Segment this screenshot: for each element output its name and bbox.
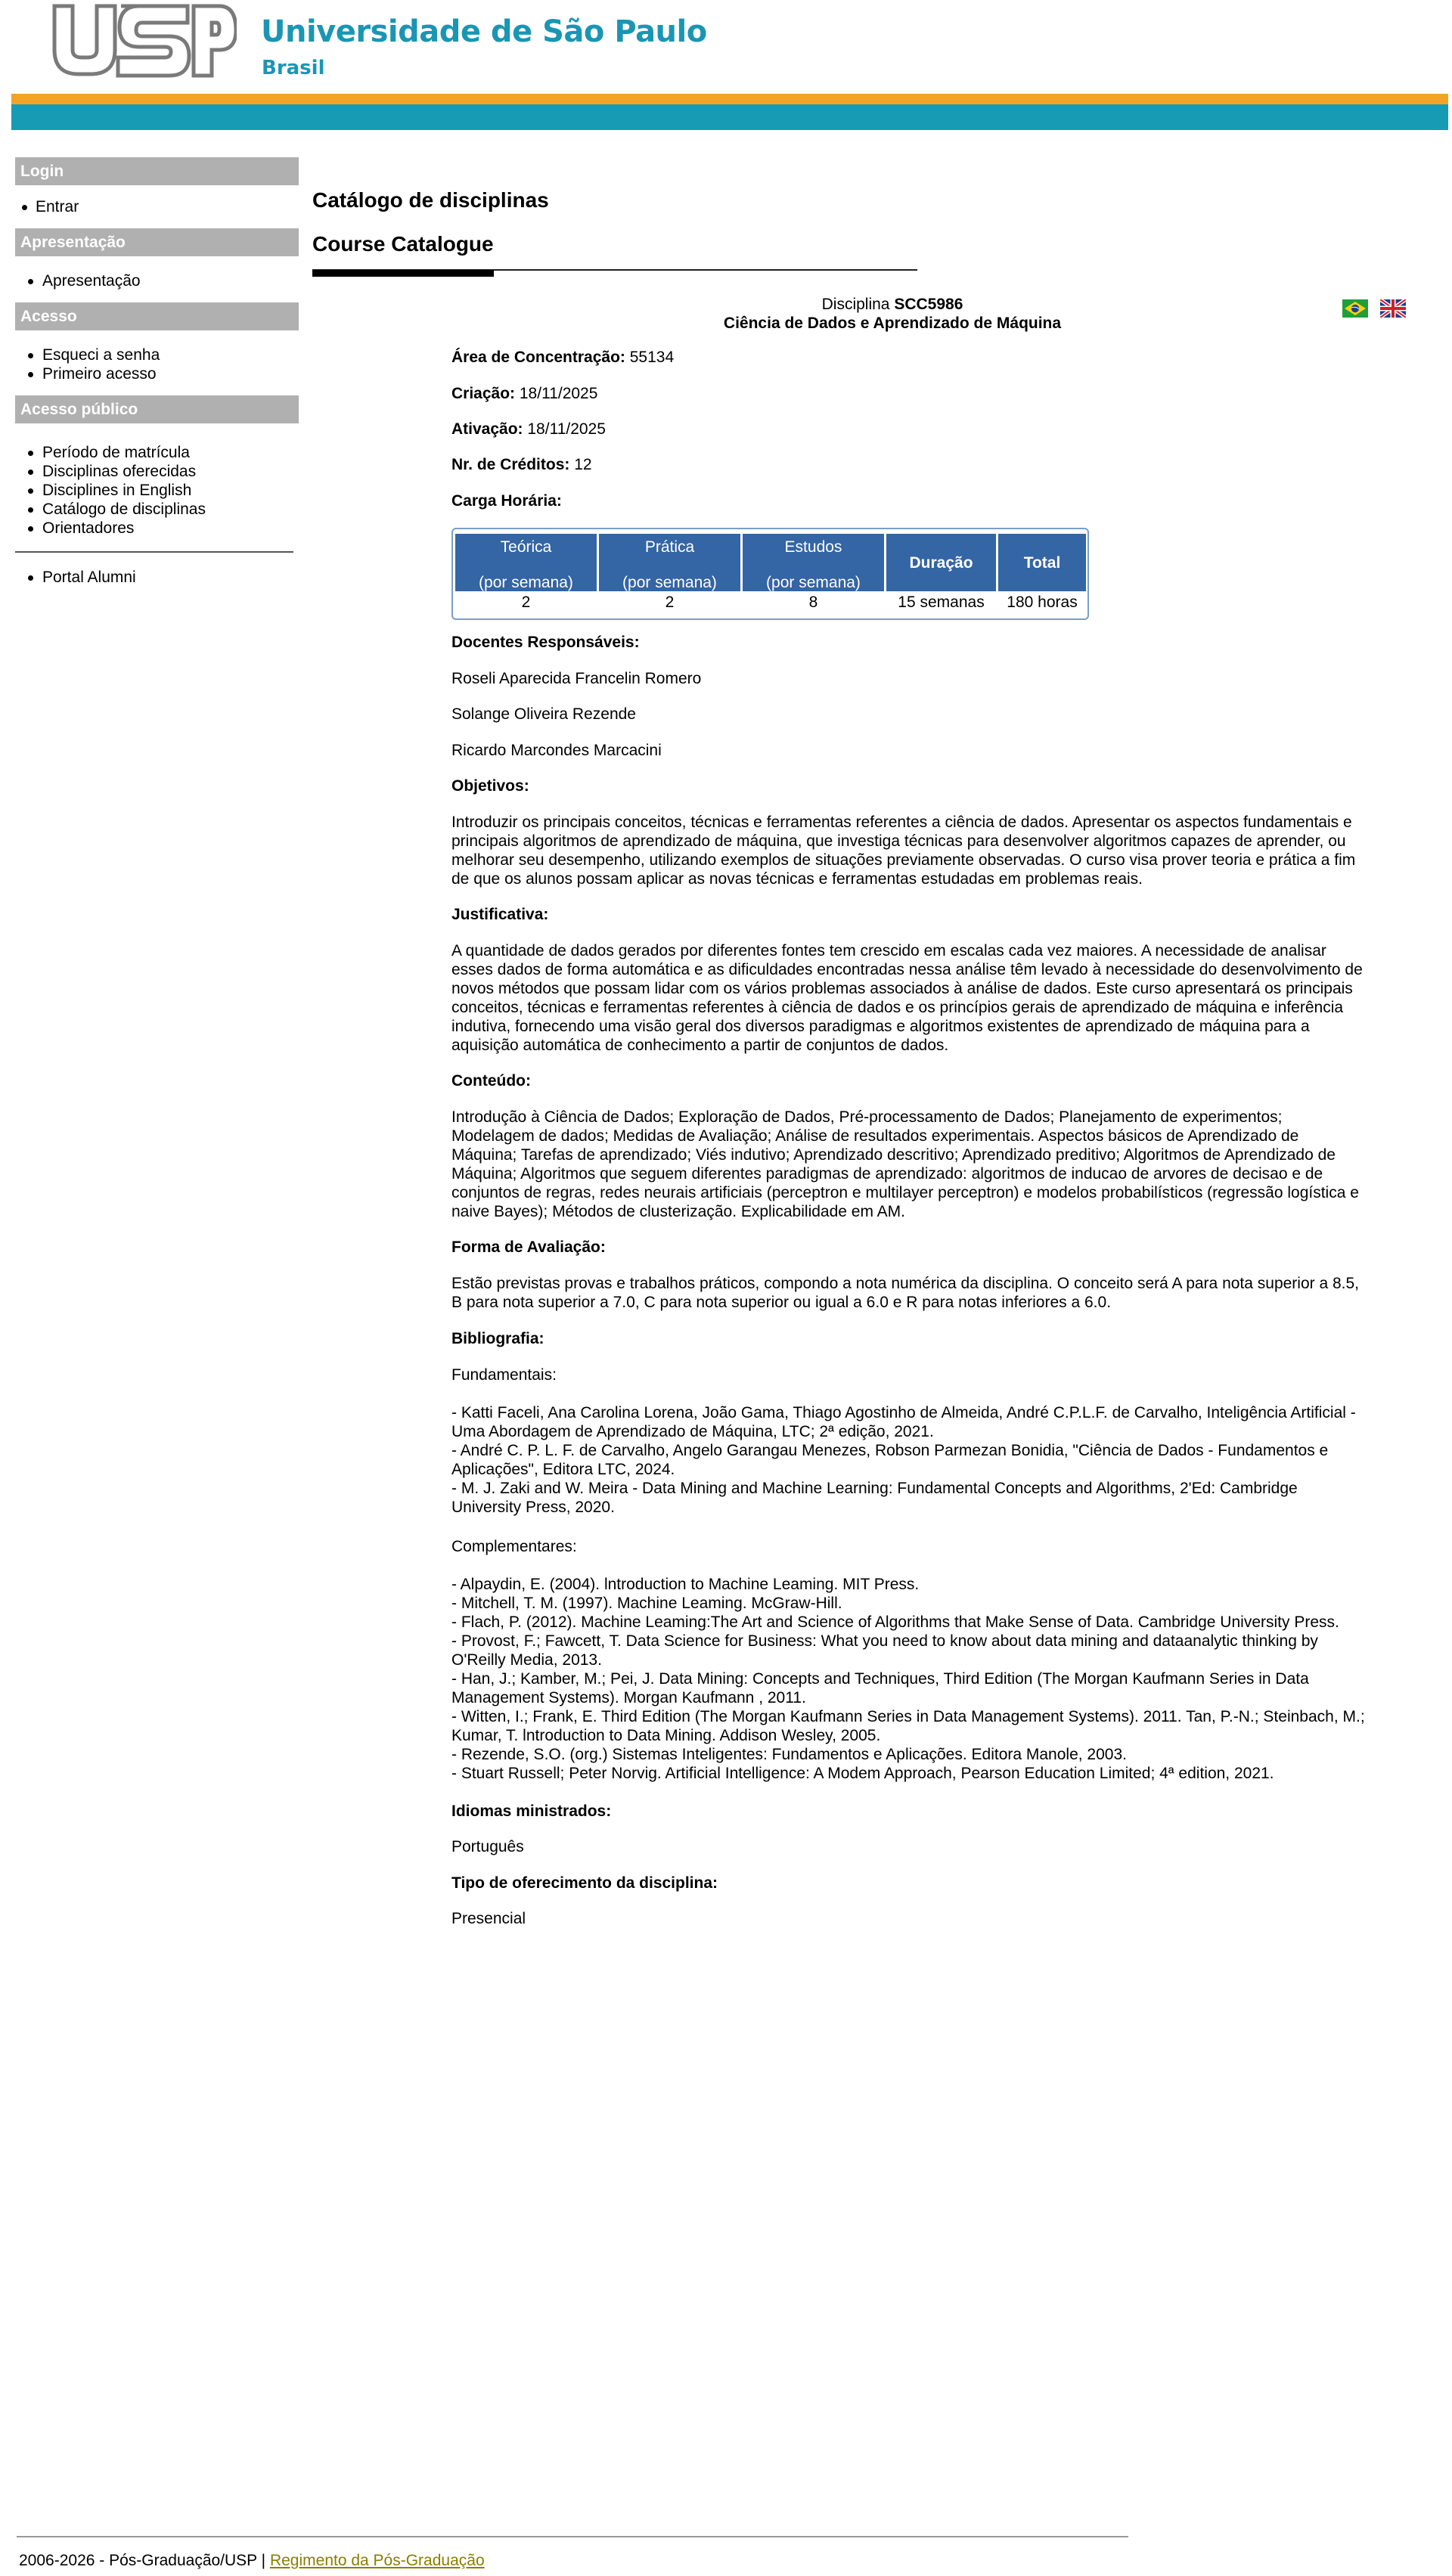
sidebar-section-acesso-publico: Acesso público [15,395,299,423]
sidebar-item-orientadores[interactable] [15,519,299,538]
complementares-label: Complementares: [451,1538,577,1555]
sidebar-item-disciplinas-oferecidas[interactable] [15,462,299,481]
field-criacao [451,384,1416,403]
table-header-teorica: Teórica (por semana) [455,534,597,591]
docente-3: Ricardo Marcondes Marcacini [451,742,662,759]
sidebar-link-orientadores[interactable]: Orientadores [42,519,135,537]
site-header [11,0,1448,132]
sidebar-link-catalogo[interactable]: Catálogo de disciplinas [42,501,206,518]
sidebar-item-primeiro-acesso[interactable] [15,364,299,383]
header-stripe-teal [11,104,1448,130]
usp-logo[interactable] [51,3,237,79]
discipline-code: SCC5986 [894,296,963,313]
discipline-name: Ciência de Dados e Aprendizado de Máquina [723,315,1062,332]
table-cell-teorica: 2 [521,594,531,611]
table-header-duracao: Duração [886,534,996,591]
tipo-label: Tipo de oferecimento da disciplina: [451,1874,718,1892]
tipo-value: Presencial [451,1910,526,1927]
sidebar-link-periodo-matricula[interactable]: Período de matrícula [42,444,190,461]
title-rule-accent [312,270,494,277]
ativacao-label: Ativação: [451,420,523,438]
objetivos-text: Introduzir os principais conceitos, técnicas e ferramentas referentes a ciência de dados. Apresentar os aspectos fundamentais e principais algoritmos de aprendizado de máquina, que investiga técnicas para desenvolver algoritmos capazes de aprender, ou melhorar seu desempenho, utilizando exemplos de situações previamente observadas. O curso visa prover teoria e prática a fim de que os alunos possam aplicar as novas técnicas e ferramentas estudadas em problemas reais. [451,814,1356,888]
table-header-pratica: Prática (por semana) [599,534,740,591]
university-country: Brasil [262,57,325,79]
ativacao-value: 18/11/2025 [527,420,606,438]
footer-rule [17,2536,1128,2537]
objetivos-label: Objetivos: [451,777,529,795]
sidebar-link-entrar[interactable]: Entrar [36,198,79,215]
criacao-label: Criação: [451,385,516,402]
sidebar-alumni-list [15,568,299,587]
discipline-prefix: Disciplina [821,296,890,313]
justificativa-text: A quantidade de dados gerados por diferentes fontes tem crescido em escalas cada vez maiores. A necessidade de analisar esses dados de forma automática e as dificuldades encontradas nessa análise têm levado à necessidade do desenvolvimento de novos métodos que possam lidar com os vários problemas associados à análise de dados. Este curso apresentará os principais conceitos, técnicas e ferramentas referentes à ciência de dados e os princípios gerais de aprendizado de máquina e inferência indutiva, fornecendo uma visão geral dos diversos paradigmas e algoritmos existentes de aprendizado de máquina para a aquisição automática de conhecimento a partir de conjuntos de dados. [451,942,1363,1054]
creditos-label: Nr. de Créditos: [451,456,570,473]
field-area [451,348,1416,367]
table-cell-estudos: 8 [808,594,818,611]
sidebar-login-list [15,197,299,216]
carga-label: Carga Horária: [451,492,562,510]
criacao-value: 18/11/2025 [519,385,598,402]
conteudo-label: Conteúdo: [451,1072,531,1090]
sidebar-item-disciplines-english[interactable] [15,481,299,500]
university-name[interactable]: Universidade de São Paulo [261,14,707,49]
sidebar-link-esqueci-senha[interactable]: Esqueci a senha [42,346,160,364]
sidebar-item-apresentacao[interactable] [15,271,299,290]
fundamentais-list: - Katti Faceli, Ana Carolina Lorena, João Gama, Thiago Agostinho de Almeida, André C.P.L.F. de Carvalho, Inteligência Artificial - Uma Abordagem de Aprendizado de Máquina, LTC; 2ª edição, 2021. - André C. P. L. F. de Carvalho, Angelo Garangau Menezes, Robson Parmezan Bonidia, "Ciência de Dados - Fundamentos e Aplicações", Editora LTC, 2024. - M. J. Zaki and W. Meira - Data Mining and Machine Learning: Fundamental Concepts and Algorithms, 2'Ed: Cambridge University Press, 2020. [451,1404,1356,1516]
idiomas-value: Português [451,1838,524,1855]
table-cell-duracao: 15 semanas [898,594,985,611]
field-creditos [451,455,1416,474]
sidebar-item-entrar[interactable] [15,197,299,216]
page-title-pt: Catálogo de disciplinas [312,188,549,212]
header-stripe-orange [11,94,1448,104]
carga-horaria-table [451,528,1089,620]
field-ativacao [451,420,1416,439]
sidebar-link-apresentacao[interactable]: Apresentação [42,272,141,290]
idiomas-label: Idiomas ministrados: [451,1803,612,1820]
sidebar-link-disciplinas-oferecidas[interactable]: Disciplinas oferecidas [42,463,197,480]
footer-copyright: 2006-2026 - Pós-Graduação/USP | [19,2552,266,2569]
table-cell-pratica: 2 [665,594,675,611]
sidebar-section-apresentacao: Apresentação [15,228,299,256]
sidebar-item-catalogo[interactable] [15,500,299,519]
sidebar-link-portal-alumni[interactable]: Portal Alumni [42,569,136,586]
area-label: Área de Concentração: [451,349,625,366]
bibliografia-label: Bibliografia: [451,1330,544,1347]
sidebar-apresentacao-list [15,271,299,290]
table-cell-total: 180 horas [1007,594,1078,611]
sidebar-item-esqueci-senha[interactable] [15,346,299,364]
sidebar-link-primeiro-acesso[interactable]: Primeiro acesso [42,365,157,383]
sidebar-item-periodo-matricula[interactable] [15,443,299,462]
avaliacao-text: Estão previstas provas e trabalhos práticos, compondo a nota numérica da disciplina. O conceito será A para nota superior a 8.5, B para nota superior a 7.0, C para nota superior ou igual a 6.0 e R para notas inferiores a 6.0. [451,1275,1360,1311]
page-title-en: Course Catalogue [312,232,494,256]
logo-text: USP [51,3,54,4]
sidebar-acesso-list [15,346,299,383]
sidebar [15,157,299,587]
docente-2: Solange Oliveira Rezende [451,705,636,723]
discipline-header [0,295,1452,333]
table-header-total: Total [998,534,1086,591]
conteudo-text: Introdução à Ciência de Dados; Exploração de Dados, Pré-processamento de Dados; Planejamento de experimentos; Modelagem de dados; Medidas de Avaliação; Análise de resultados experimentais. Aspectos básicos de Aprendizado de Máquina; Tarefas de aprendizado; Viés indutivo; Aprendizado descritivo; Aprendizado preditivo; Algoritmos de Aprendizado de Máquina; Algoritmos que seguem diferentes paradigmas de aprendizado: algoritmos de inducao de arvores de decisao e de conjuntos de regras, redes neurais artificiais (perceptron e multilayer perceptron) e modelos probabilísticos (regressão logística e naive Bayes); Métodos de clusterização. Explicabilidade em AM. [451,1108,1359,1220]
justificativa-label: Justificativa: [451,906,549,923]
avaliacao-label: Forma de Avaliação: [451,1238,606,1256]
footer [19,2551,485,2570]
sidebar-item-portal-alumni[interactable] [15,568,299,587]
complementares-list: - Alpaydin, E. (2004). lntroduction to Machine Leaming. MIT Press. - Mitchell, T. M. (1997). Machine Leaming. McGraw-Hill. - Flach, P. (2012). Machine Leaming:The Art and Science of Algorithms that Make Sense of Data. Cambridge University Press. - Provost, F.; Fawcett, T. Data Science for Business: What you need to know about data mining and dataanalytic thinking by O'Reilly Media, 2013. - Han, J.; Kamber, M.; Pei, J. Data Mining: Concepts and Techniques, Third Edition (The Morgan Kaufmann Series in Data Management Systems). Morgan Kaufmann , 2011. - Witten, I.; Frank, E. Third Edition (The Morgan Kaufmann Series in Data Management Systems). 2011. Tan, P.-N.; Steinbach, M.; Kumar, T. lntroduction to Data Mining. Addison Wesley, 2005. - Rezende, S.O. (org.) Sistemas Inteligentes: Fundamentos e Aplicações. Editora Manole, 2003. - Stuart Russell; Peter Norvig. Artificial Intelligence: A Modem Approach, Pearson Education Limited; 4ª edition, 2021. [451,1576,1365,1782]
fundamentais-label: Fundamentais: [451,1366,557,1384]
footer-link-regimento[interactable]: Regimento da Pós-Graduação [269,2552,485,2569]
docentes-label: Docentes Responsáveis: [451,634,640,651]
table-header-estudos: Estudos (por semana) [743,534,884,591]
sidebar-section-login: Login [15,157,299,185]
docente-1: Roseli Aparecida Francelin Romero [451,670,702,687]
sidebar-section-acesso: Acesso [15,302,299,330]
sidebar-publico-list [15,443,299,538]
sidebar-divider [15,551,293,553]
sidebar-link-disciplines-english[interactable]: Disciplines in English [42,482,192,499]
creditos-value: 12 [574,456,592,473]
area-value: 55134 [629,349,675,366]
